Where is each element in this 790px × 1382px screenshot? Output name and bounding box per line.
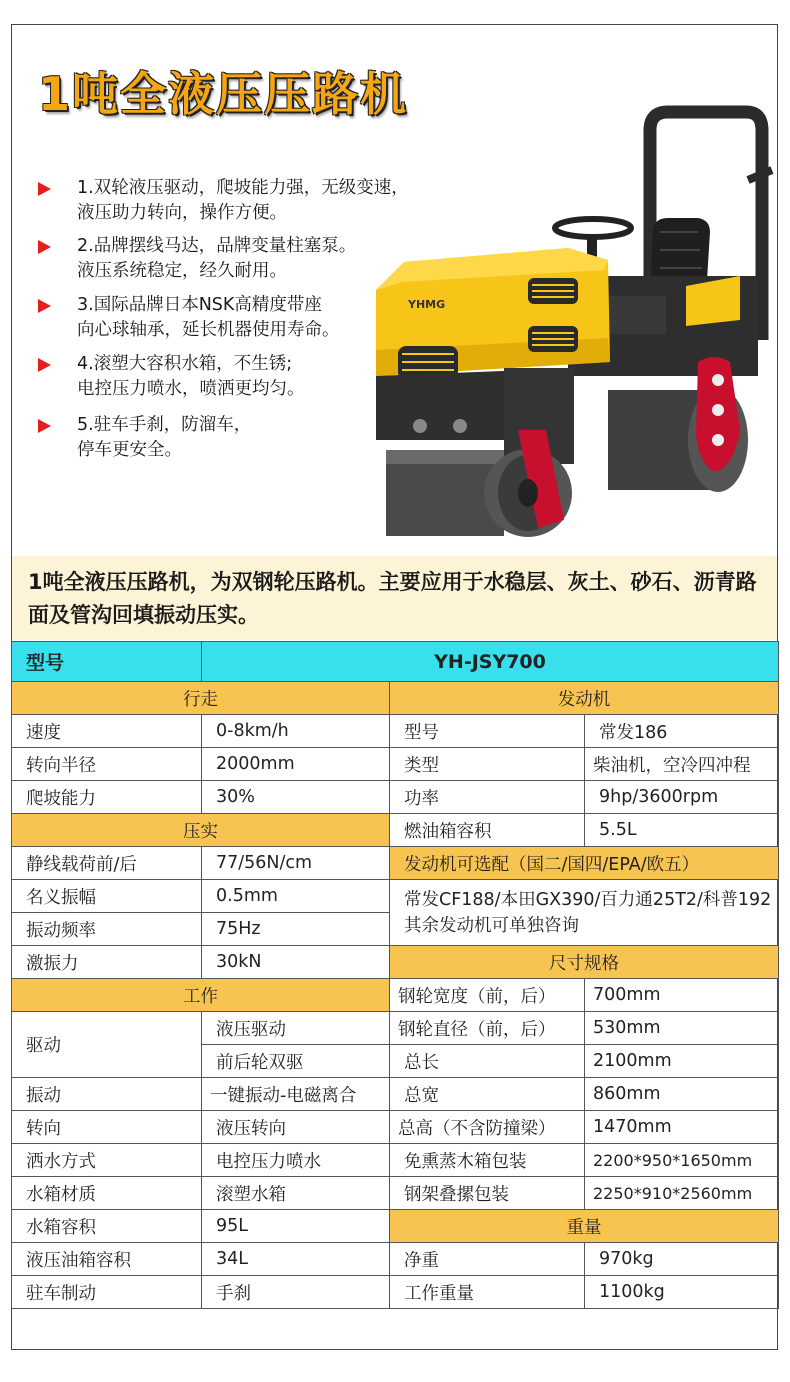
- cell-label: 振动频率: [12, 913, 202, 946]
- cell-label: 液压油箱容积: [12, 1243, 202, 1276]
- feature-line: 液压系统稳定，经久耐用。: [77, 261, 287, 281]
- cell-label: 爬坡能力: [12, 781, 202, 814]
- cell-value: 77/56N/cm: [202, 847, 390, 880]
- red-arrow-icon: [38, 419, 51, 433]
- cell-value: 30kN: [202, 946, 390, 979]
- section-header-travel: 行走: [12, 682, 390, 715]
- cell-value: 30%: [202, 781, 390, 814]
- cell-label: 驻车制动: [12, 1276, 202, 1309]
- cell-label: 水箱容积: [12, 1210, 202, 1243]
- cell-label: 转向半径: [12, 748, 202, 781]
- table-row: [12, 1210, 779, 1243]
- road-roller-image: [368, 100, 778, 545]
- table-row: [12, 748, 779, 781]
- cell-value: 一键振动-电磁离合: [202, 1078, 390, 1111]
- cell-value: 前后轮双驱: [202, 1045, 390, 1078]
- table-row: [12, 715, 779, 748]
- section-header-work: 工作: [12, 979, 390, 1012]
- cell-value: 2000mm: [202, 748, 390, 781]
- spec-table: [11, 641, 779, 1309]
- section-header-engine-options: 发动机可选配（国二/国四/EPA/欧五）: [390, 847, 779, 880]
- cell-value: 0.5mm: [202, 880, 390, 913]
- cell-value: 柴油机，空冷四冲程: [585, 748, 779, 781]
- feature-line: 4.滚塑大容积水箱，不生锈;: [77, 354, 293, 374]
- cell-value: 1100kg: [585, 1276, 779, 1309]
- table-row: [12, 1111, 779, 1144]
- cell-value: 75Hz: [202, 913, 390, 946]
- section-header-compaction: 压实: [12, 814, 390, 847]
- cell-value: 2250*910*2560mm: [585, 1177, 779, 1210]
- cell-value: 2200*950*1650mm: [585, 1144, 779, 1177]
- cell-value: 液压驱动: [202, 1012, 390, 1045]
- section-header-weight: 重量: [390, 1210, 779, 1243]
- page-title: 1吨全液压压路机: [38, 67, 409, 121]
- cell-value: 9hp/3600rpm: [585, 781, 779, 814]
- intro-banner: [12, 556, 777, 640]
- table-row: [12, 1012, 779, 1045]
- intro-text: 1吨全液压压路机，为双钢轮压路机。主要应用于水稳层、灰土、砂石、沥青路面及管沟回填振动压实。: [28, 570, 757, 627]
- table-row: [12, 682, 779, 715]
- cell-label: 总长: [390, 1045, 585, 1078]
- model-label: 型号: [12, 642, 202, 682]
- cell-label: 燃油箱容积: [390, 814, 585, 847]
- cell-label: 型号: [390, 715, 585, 748]
- cell-value: 530mm: [585, 1012, 779, 1045]
- table-row: [12, 1177, 779, 1210]
- cell-label: 钢轮直径（前，后）: [390, 1012, 585, 1045]
- feature-line: 2.品牌摆线马达，品牌变量柱塞泵。: [77, 236, 357, 256]
- cell-label: 水箱材质: [12, 1177, 202, 1210]
- feature-line: 1.双轮液压驱动，爬坡能力强，无级变速，: [77, 178, 409, 198]
- cell-value: 34L: [202, 1243, 390, 1276]
- model-value: YH-JSY700: [202, 642, 779, 682]
- engine-options-text: 常发CF188/本田GX390/百力通25T2/科普192 其余发动机可单独咨询: [390, 880, 779, 946]
- table-row: [12, 1276, 779, 1309]
- feature-line: 向心球轴承，延长机器使用寿命。: [77, 320, 340, 340]
- cell-value: 常发186: [585, 715, 779, 748]
- cell-label: 类型: [390, 748, 585, 781]
- cell-label: 总宽: [390, 1078, 585, 1111]
- brand-logo: YHMG: [408, 298, 446, 311]
- section-header-engine: 发动机: [390, 682, 779, 715]
- cell-value: 95L: [202, 1210, 390, 1243]
- cell-label: 激振力: [12, 946, 202, 979]
- table-row: [12, 1243, 779, 1276]
- cell-label: 免熏蒸木箱包装: [390, 1144, 585, 1177]
- cell-label: 振动: [12, 1078, 202, 1111]
- table-row: [12, 847, 779, 880]
- cell-label: 钢轮宽度（前，后）: [390, 979, 585, 1012]
- cell-value: 0-8km/h: [202, 715, 390, 748]
- cell-label: 静线载荷前/后: [12, 847, 202, 880]
- cell-value: 手刹: [202, 1276, 390, 1309]
- cell-label: 名义振幅: [12, 880, 202, 913]
- cell-label: 转向: [12, 1111, 202, 1144]
- cell-label: 功率: [390, 781, 585, 814]
- cell-value: 2100mm: [585, 1045, 779, 1078]
- cell-label: 总高（不含防撞梁）: [390, 1111, 585, 1144]
- table-row: [12, 1078, 779, 1111]
- cell-value: 970kg: [585, 1243, 779, 1276]
- feature-line: 5.驻车手刹，防溜车，: [77, 415, 252, 435]
- cell-value: 860mm: [585, 1078, 779, 1111]
- cell-value: 700mm: [585, 979, 779, 1012]
- red-arrow-icon: [38, 299, 51, 313]
- feature-line: 液压助力转向，操作方便。: [77, 203, 287, 223]
- table-row: [12, 880, 779, 913]
- red-arrow-icon: [38, 240, 51, 254]
- cell-value: 电控压力喷水: [202, 1144, 390, 1177]
- feature-line: 电控压力喷水，喷洒更均匀。: [77, 379, 305, 399]
- table-row: [12, 642, 779, 682]
- table-row: [12, 979, 779, 1012]
- table-row: [12, 1144, 779, 1177]
- feature-line: 3.国际品牌日本NSK高精度带座: [77, 295, 322, 315]
- cell-label: 驱动: [12, 1012, 202, 1078]
- table-row: [12, 946, 779, 979]
- feature-line: 停车更安全。: [77, 440, 182, 460]
- table-row: [12, 781, 779, 814]
- table-row: [12, 814, 779, 847]
- cell-value: 1470mm: [585, 1111, 779, 1144]
- cell-label: 净重: [390, 1243, 585, 1276]
- cell-value: 液压转向: [202, 1111, 390, 1144]
- cell-label: 速度: [12, 715, 202, 748]
- red-arrow-icon: [38, 182, 51, 196]
- cell-label: 工作重量: [390, 1276, 585, 1309]
- cell-value: 5.5L: [585, 814, 779, 847]
- section-header-dimensions: 尺寸规格: [390, 946, 779, 979]
- cell-label: 洒水方式: [12, 1144, 202, 1177]
- cell-label: 钢架叠摞包装: [390, 1177, 585, 1210]
- red-arrow-icon: [38, 358, 51, 372]
- cell-value: 滚塑水箱: [202, 1177, 390, 1210]
